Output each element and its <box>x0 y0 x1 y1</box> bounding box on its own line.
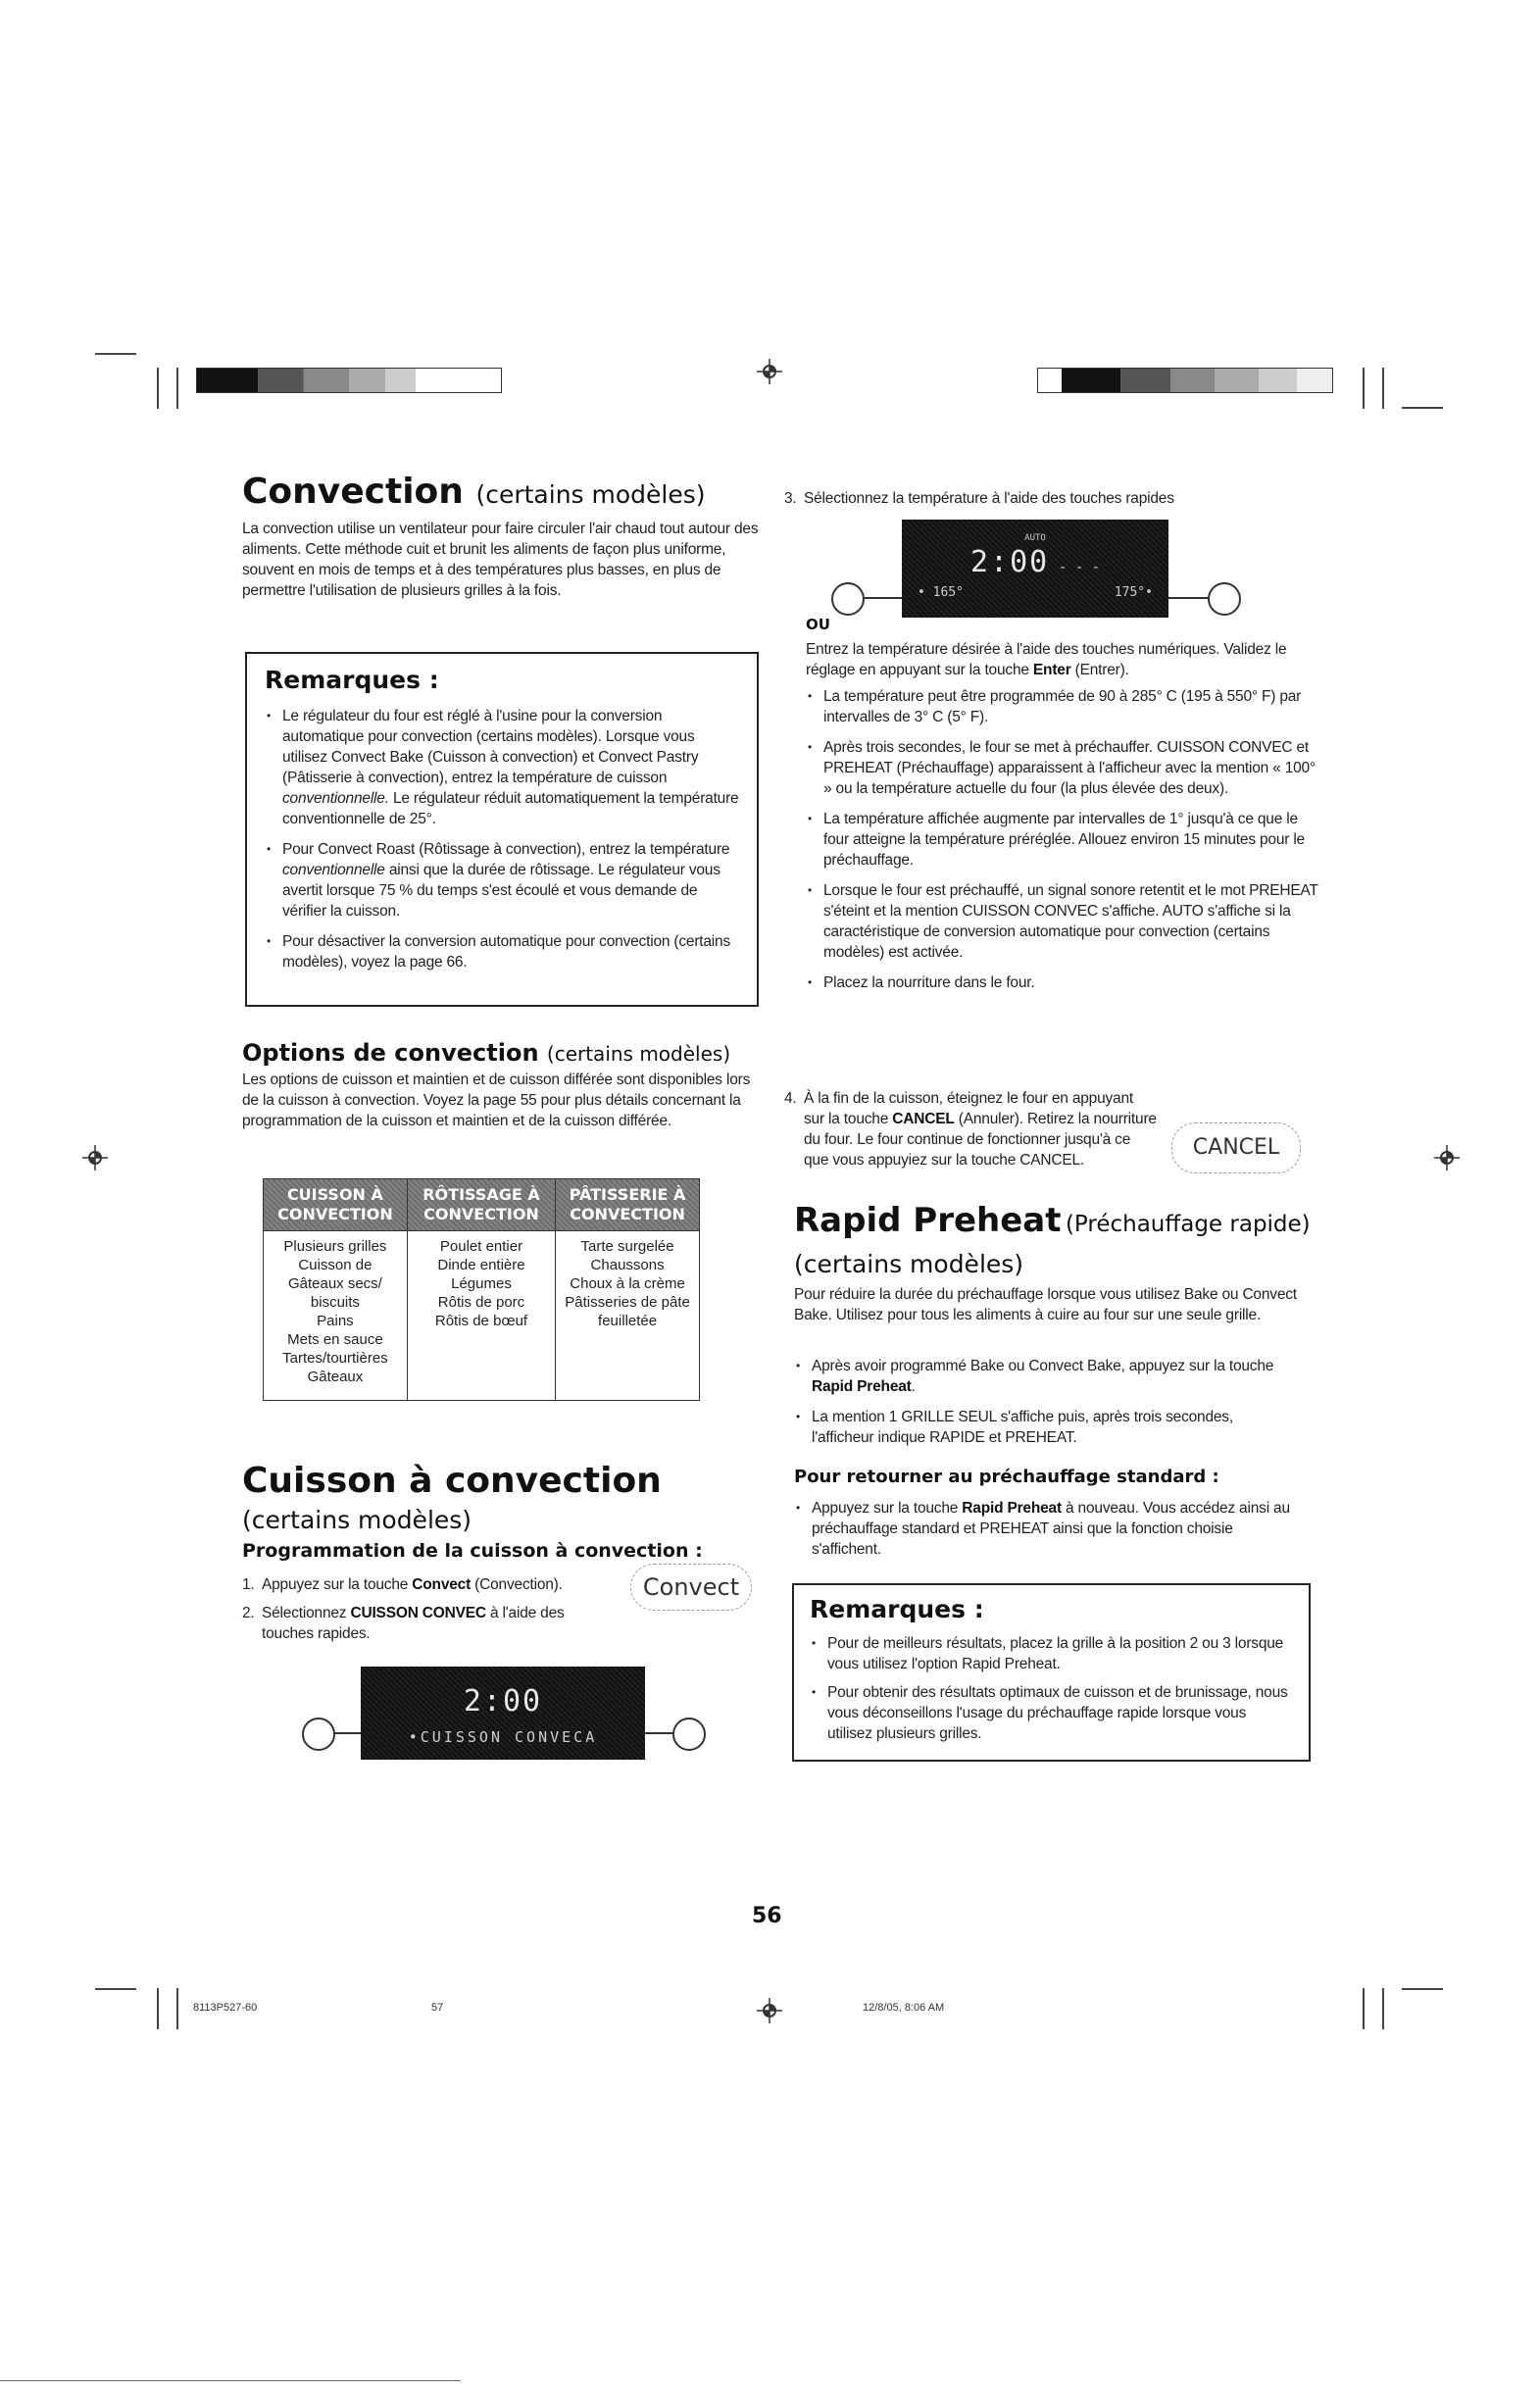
remarques-list <box>265 706 739 972</box>
table-header: CUISSON À CONVECTION <box>264 1179 408 1231</box>
cell-line: Rôtis de bœuf <box>434 1313 528 1329</box>
rapid-title: Rapid Preheat <box>794 1201 1062 1240</box>
color-bar-right <box>1037 368 1333 393</box>
knob-left[interactable] <box>831 582 865 616</box>
knob-left[interactable] <box>302 1718 335 1751</box>
bullet-item <box>794 1498 1299 1560</box>
step-text: (Convection). <box>474 1576 563 1593</box>
crop-mark-bottom-right-v <box>1363 1988 1365 2029</box>
step-item <box>784 1088 1157 1171</box>
convection-title: Convection <box>242 472 464 512</box>
cell-line: Gâteaux secs/ <box>287 1275 382 1292</box>
remarques-title: Remarques : <box>265 666 439 694</box>
cuisson-steps <box>242 1574 634 1644</box>
remarque-item <box>265 706 739 829</box>
remarque-text: Le régulateur du four est réglé à l'usine pour la conversion automatique pour convection (certains modèles). Lorsque vous utilisez Convect Bake (Cuisson à convection) et Convect Pastry (Pâtisserie à convection), entrez la température de cuisson <box>282 708 699 786</box>
cell-line: Tartes/tourtières <box>282 1350 388 1367</box>
connector-line <box>863 597 904 599</box>
display-temp-left: • 165° <box>918 585 964 600</box>
options-table <box>263 1178 700 1401</box>
rapid-subtitle: (certains modèles) <box>794 1250 1024 1278</box>
convect-button[interactable]: Convect <box>630 1564 752 1611</box>
cell-line: Choux à la crème <box>570 1275 685 1292</box>
display-time: 2:00 <box>463 1684 543 1719</box>
remarque-item: • Pour obtenir des résultats optimaux de cuisson et de brunissage, nous vous déconseillons l'usage du préchauffage rapide lorsque vous utilisez plusieurs grilles. <box>810 1682 1293 1744</box>
remarque-italic: conventionnelle. <box>282 790 389 807</box>
rapid-heading <box>794 1201 1314 1240</box>
options-subtitle: (certains modèles) <box>546 1042 731 1066</box>
convection-subtitle: (certains modèles) <box>475 480 706 509</box>
bullet-text: à nouveau. Vous accédez ainsi au préchauffage standard et PREHEAT ainsi que la fonction choisie s'affichent. <box>812 1500 1290 1558</box>
remarques-box-right <box>792 1583 1311 1762</box>
bullet-bold: Rapid Preheat <box>812 1378 912 1395</box>
crop-mark-bottom-left <box>95 1988 136 1990</box>
color-bar-left <box>196 368 502 393</box>
display-dashes: - - - <box>1058 560 1101 575</box>
cell-line: Mets en sauce <box>287 1331 383 1348</box>
bottom-edge-line <box>0 2380 461 2381</box>
display-time: 2:00 <box>969 545 1050 579</box>
crop-mark-top-left-v <box>157 368 159 409</box>
bullet-bold: Rapid Preheat <box>962 1500 1062 1517</box>
step-text: à l'aide des touches rapides. <box>262 1605 565 1642</box>
convection-paragraph: La convection utilise un ventilateur pour faire circuler l'air chaud tout autour des aliments. Cette méthode cuit et brunit les aliments de façon plus uniforme, souvent en mois de temps et à des températures plus basses, en plus de permettre l'utilisation de plusieurs grilles à la fois. <box>242 521 759 599</box>
cell-line: Pains <box>317 1313 354 1329</box>
step-item <box>242 1574 634 1595</box>
table-cell <box>556 1231 700 1401</box>
footer-date: 12/8/05, 8:06 AM <box>863 2002 945 2014</box>
left-column <box>242 473 776 601</box>
step-bold: CUISSON CONVEC <box>350 1605 486 1621</box>
bullet-item: • Après trois secondes, le four se met à préchauffer. CUISSON CONVEC et PREHEAT (Préchauffage) apparaissent à l'afficheur avec la mention « 100° » ou la température actuelle du four (la plus élevée des deux). <box>806 737 1323 799</box>
remarques-box-left <box>245 652 759 1007</box>
rapid-paragraph: Pour réduire la durée du préchauffage lorsque vous utilisez Bake ou Convect Bake. Utilisez pour tous les aliments à cuire au four sur une seule grille. <box>794 1286 1297 1323</box>
crop-mark-top-left <box>95 353 136 355</box>
cuisson-subtitle: (certains modèles) <box>242 1506 472 1534</box>
right-bullets <box>806 686 1318 1003</box>
cuisson-section <box>242 1461 771 1644</box>
display-temp-right: 175°• <box>1114 585 1153 600</box>
remarque-text: Pour désactiver la conversion automatique pour convection (certains modèles), voyez la page 66. <box>282 933 731 971</box>
crop-mark-bottom-right-v2 <box>1382 1988 1384 2029</box>
registration-mark-left <box>82 1145 108 1171</box>
step-bold: Convect <box>412 1576 472 1593</box>
rapid-bullets <box>794 1356 1294 1458</box>
bullet-item: • Placez la nourriture dans le four. <box>806 972 1306 993</box>
remarques-list <box>810 1633 1293 1744</box>
step-number: 3. <box>784 490 797 507</box>
connector-line <box>333 1732 363 1734</box>
right-step3 <box>784 488 1314 509</box>
table-header: PÂTISSERIE À CONVECTION <box>556 1179 700 1231</box>
remarque-item: • Pour de meilleurs résultats, placez la grille à la position 2 ou 3 lorsque vous utilisez l'option Rapid Preheat. <box>810 1633 1293 1674</box>
crop-mark-bottom-right <box>1402 1988 1443 1990</box>
footer-sheet: 57 <box>431 2002 444 2014</box>
cell-line: Cuisson de <box>298 1257 373 1273</box>
knob-right[interactable] <box>672 1718 706 1751</box>
convection-heading <box>242 473 776 515</box>
step-number: 1. <box>242 1576 255 1593</box>
crop-mark-top-right <box>1402 407 1443 409</box>
ou-label: OU <box>806 616 830 633</box>
cell-line: Tarte surgelée <box>580 1238 674 1255</box>
step-item <box>784 488 1314 509</box>
bullet-item: • La mention 1 GRILLE SEUL s'affiche puis, après trois secondes, l'afficheur indique RAPIDE et PREHEAT. <box>794 1407 1294 1448</box>
remarque-italic: conventionnelle <box>282 862 385 878</box>
enter-bold: Enter <box>1032 662 1071 678</box>
cell-line: Gâteaux <box>307 1369 364 1385</box>
cell-line: biscuits <box>310 1294 360 1311</box>
connector-line <box>1168 597 1210 599</box>
bullet-text: Après avoir programmé Bake ou Convect Bake, appuyez sur la touche <box>812 1358 1274 1374</box>
page-number: 56 <box>752 1904 782 1928</box>
oven-display-temp <box>902 520 1168 618</box>
registration-mark-right <box>1434 1145 1460 1171</box>
display-time-row <box>902 545 1168 579</box>
registration-mark-top <box>757 359 782 384</box>
remarque-text: Le régulateur réduit automatiquement la température conventionnelle de 25°. <box>282 790 739 827</box>
crop-mark-top-right-v <box>1363 368 1365 409</box>
step-bold: CANCEL <box>892 1111 955 1127</box>
prog-heading: Programmation de la cuisson à convection : <box>242 1540 703 1562</box>
step-text: Sélectionnez <box>262 1605 347 1621</box>
step-number: 4. <box>784 1090 797 1107</box>
knob-right[interactable] <box>1208 582 1241 616</box>
enter-text: (Entrer). <box>1074 662 1129 678</box>
bullet-item: • La température peut être programmée de 90 à 285° C (195 à 550° F) par intervalles de 3° C (5° F). <box>806 686 1314 727</box>
table-cell <box>407 1231 555 1401</box>
options-heading <box>242 1039 776 1068</box>
table-header: RÔTISSAGE À CONVECTION <box>407 1179 555 1231</box>
enter-text: Entrez la température désirée à l'aide des touches numériques. Validez le réglage en appuyant sur la touche <box>806 641 1287 678</box>
cell-line: Légumes <box>451 1275 512 1292</box>
cell-line: Plusieurs grilles <box>283 1238 387 1255</box>
standard-heading: Pour retourner au préchauffage standard : <box>794 1467 1219 1487</box>
cell-line: Dinde entière <box>437 1257 525 1273</box>
rapid-title-paren: (Préchauffage rapide) <box>1065 1212 1311 1237</box>
connector-line <box>645 1732 674 1734</box>
display-auto: AUTO <box>1024 533 1046 543</box>
bullet-item: • Lorsque le four est préchauffé, un signal sonore retentit et le mot PREHEAT s'éteint et la mention CUISSON CONVEC s'affiche. AUTO s'affiche si la caractéristique de conversion automatique pour convection (certains modèles) est activée. <box>806 880 1318 963</box>
options-title: Options de convection <box>242 1039 539 1067</box>
step-text: Sélectionnez la température à l'aide des touches rapides <box>804 490 1174 507</box>
step-text: Appuyez sur la touche <box>262 1576 409 1593</box>
crop-mark-top-right-v2 <box>1382 368 1384 409</box>
remarques-title: Remarques : <box>810 1595 984 1623</box>
step-text: À la fin de la cuisson, éteignez le four en appuyant sur la touche <box>804 1090 1133 1127</box>
registration-mark-bottom <box>757 1998 782 2023</box>
bullet-item: • La température affichée augmente par intervalles de 1° jusqu'à ce que le four atteigne la température préréglée. Allouez environ 15 minutes pour le préchauffage. <box>806 809 1314 871</box>
cell-line: Poulet entier <box>439 1238 523 1255</box>
cuisson-title: Cuisson à convection <box>242 1461 662 1501</box>
crop-mark-bottom-left-v2 <box>176 1988 178 2029</box>
right-step4 <box>784 1088 1157 1171</box>
remarque-item <box>265 839 739 922</box>
standard-bullets <box>794 1498 1299 1569</box>
display-text: •CUISSON CONVECA <box>408 1728 598 1746</box>
oven-display-cuisson <box>361 1667 645 1760</box>
options-section <box>242 1039 776 1131</box>
step-item <box>242 1603 595 1644</box>
display-temp-row <box>902 579 1168 600</box>
options-table-wrap <box>263 1178 700 1401</box>
step-number: 2. <box>242 1605 255 1621</box>
bullet-text: . <box>911 1378 916 1395</box>
crop-mark-bottom-left-v <box>157 1988 159 2029</box>
remarque-item <box>265 931 739 972</box>
table-cell <box>264 1231 408 1401</box>
step-text: (Annuler). Retirez la nourriture du four. Le four continue de fonctionner jusqu'à ce que vous appuyiez sur la touche CANCEL. <box>804 1111 1157 1169</box>
bullet-item <box>794 1356 1294 1397</box>
crop-mark-top-left-v2 <box>176 368 178 409</box>
enter-paragraph <box>806 639 1301 680</box>
cell-line: feuilletée <box>598 1313 658 1329</box>
cell-line: Pâtisseries de pâte <box>565 1294 690 1311</box>
cancel-button[interactable]: CANCEL <box>1171 1122 1301 1173</box>
options-paragraph: Les options de cuisson et maintien et de cuisson différée sont disponibles lors de la cuisson à convection. Voyez la page 55 pour plus détails concernant la programmation de la cuisson et maintien et de la cuisson différée. <box>242 1071 751 1129</box>
cell-line: Chaussons <box>590 1257 665 1273</box>
bullet-text: Appuyez sur la touche <box>812 1500 959 1517</box>
remarque-text: ainsi que la durée de rôtissage. Le régulateur vous avertit lorsque 75 % du temps s'est écoulé et vous demande de vérifier la cuisson. <box>282 862 720 920</box>
footer-code: 8113P527-60 <box>193 2002 258 2014</box>
cell-line: Rôtis de porc <box>437 1294 525 1311</box>
remarque-text: Pour Convect Roast (Rôtissage à convection), entrez la température <box>282 841 730 858</box>
